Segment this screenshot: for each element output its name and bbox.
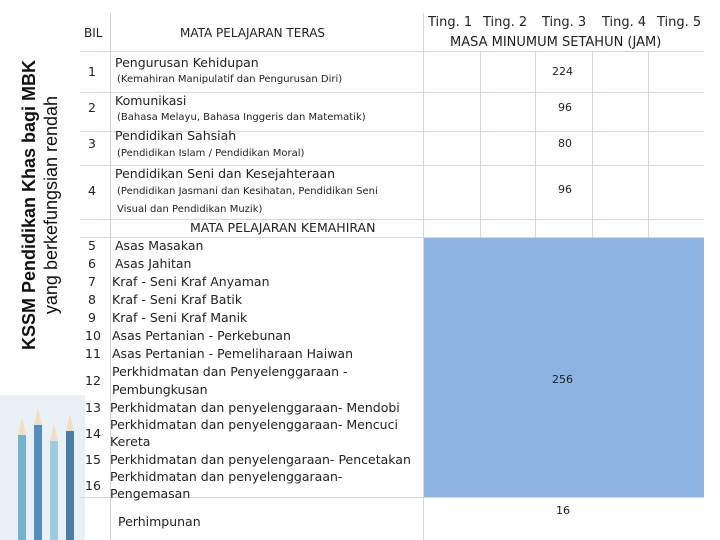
row-4-detail: (Pendidikan Jasmani dan Kesihatan, Pendidikan Seni — [117, 186, 378, 197]
row-2-hours: 96 — [558, 101, 572, 114]
header-level-3: Ting. 3 — [542, 15, 587, 30]
assembly-title: Perhimpunan — [118, 514, 201, 529]
row-15-no: 15 — [85, 452, 101, 467]
header-level-1: Ting. 1 — [428, 15, 473, 30]
row-4-detail2: Visual dan Pendidikan Muzik) — [117, 204, 263, 215]
row-11-no: 11 — [85, 346, 101, 361]
row-5-no: 5 — [88, 238, 96, 253]
skills-hours-fill — [423, 237, 704, 497]
row-16-title: Perkhidmatan dan penyelenggaraan- — [110, 469, 343, 484]
skills-hours: 256 — [552, 373, 573, 386]
row-8-title: Kraf - Seni Kraf Batik — [112, 292, 243, 307]
curriculum-table — [80, 13, 704, 540]
row-7-no: 7 — [88, 274, 96, 289]
row-2-title: Komunikasi — [115, 93, 187, 108]
header-core-subjects: MATA PELAJARAN TERAS — [180, 26, 326, 40]
row-13-no: 13 — [85, 400, 101, 415]
header-level-2: Ting. 2 — [483, 15, 528, 30]
row-10-no: 10 — [85, 328, 101, 343]
row-6-title: Asas Jahitan — [115, 256, 192, 271]
row-3-hours: 80 — [558, 137, 572, 150]
row-12-no: 12 — [85, 373, 101, 388]
row-2-detail: (Bahasa Melayu, Bahasa Inggeris dan Matematik) — [117, 112, 366, 123]
side-title-line1: KSSM Pendidikan Khas bagi MBK — [19, 59, 39, 351]
row-9-title: Kraf - Seni Kraf Manik — [112, 310, 248, 325]
row-14-no: 14 — [85, 426, 101, 441]
header-bil: BIL — [84, 26, 103, 40]
row-2-no: 2 — [88, 100, 96, 115]
row-12-title: Perkhidmatan dan Penyelenggaraan - — [112, 364, 348, 379]
row-3-detail: (Pendidikan Islam / Pendidikan Moral) — [117, 148, 305, 159]
row-4-title: Pendidikan Seni dan Kesejahteraan — [115, 166, 336, 181]
row-4-no: 4 — [88, 183, 96, 198]
row-10-title: Asas Pertanian - Perkebunan — [112, 328, 291, 343]
row-12-title2: Pembungkusan — [112, 382, 208, 397]
row-5-title: Asas Masakan — [115, 238, 204, 253]
skills-header: MATA PELAJARAN KEMAHIRAN — [190, 220, 376, 235]
header-level-4: Ting. 4 — [602, 15, 647, 30]
side-title — [0, 0, 80, 410]
row-4-hours: 96 — [558, 183, 572, 196]
row-16-no: 16 — [85, 478, 101, 493]
row-9-no: 9 — [88, 310, 96, 325]
row-11-title: Asas Pertanian - Pemeliharaan Haiwan — [112, 346, 353, 361]
row-15-title: Perkhidmatan dan penyelengaraan- Pencetakan — [110, 452, 411, 467]
row-1-title: Pengurusan Kehidupan — [115, 55, 259, 70]
row-1-hours: 224 — [552, 65, 573, 78]
assembly-hours: 16 — [556, 504, 570, 517]
row-1-detail: (Kemahiran Manipulatif dan Pengurusan Diri) — [117, 74, 343, 85]
row-6-no: 6 — [88, 256, 96, 271]
pencils-decoration — [0, 395, 85, 540]
header-min-hours: MASA MINUMUM SETAHUN (JAM) — [450, 35, 662, 50]
row-14-title: Perkhidmatan dan penyelenggaraan- Mencuci — [110, 417, 398, 432]
row-1-no: 1 — [88, 64, 96, 79]
row-14-title2: Kereta — [110, 434, 151, 449]
row-8-no: 8 — [88, 292, 96, 307]
row-3-no: 3 — [88, 136, 96, 151]
row-16-title2: Pengemasan — [110, 486, 191, 501]
side-title-line2: yang berkefungsian rendah — [41, 95, 61, 315]
row-7-title: Kraf - Seni Kraf Anyaman — [112, 274, 270, 289]
header-level-5: Ting. 5 — [657, 15, 702, 30]
row-13-title: Perkhidmatan dan penyelenggaraan- Mendobi — [110, 400, 400, 415]
row-3-title: Pendidikan Sahsiah — [115, 128, 237, 143]
